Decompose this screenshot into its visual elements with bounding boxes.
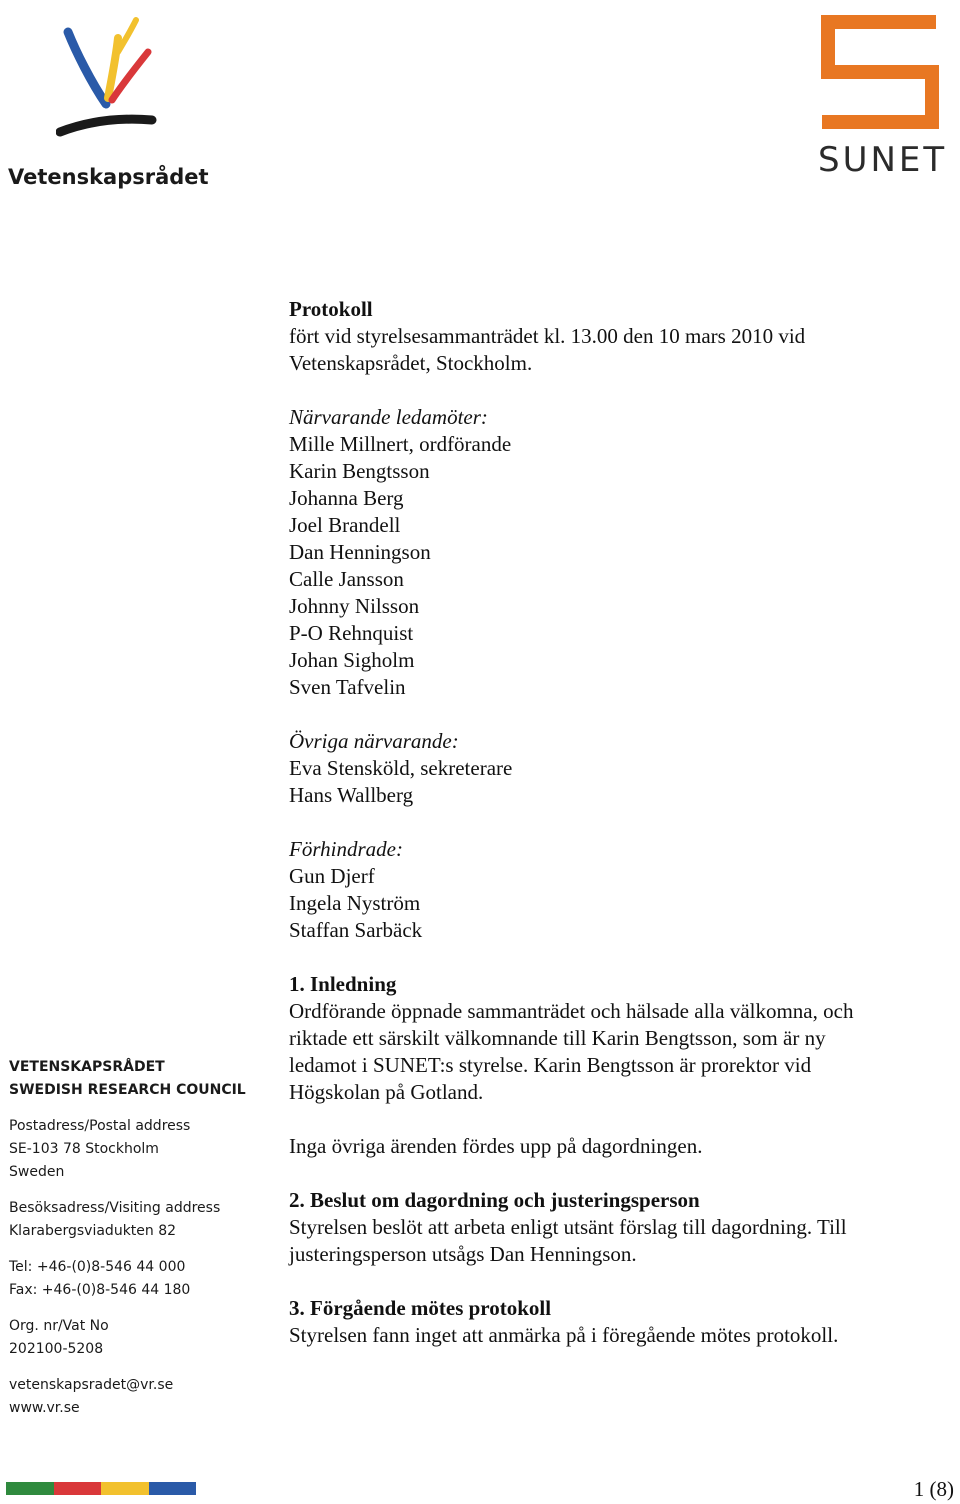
org-name-english: SWEDISH RESEARCH COUNCIL	[9, 1082, 246, 1098]
fax: Fax: +46-(0)8-546 44 180	[9, 1282, 191, 1298]
stripe-segment	[6, 1482, 54, 1495]
paragraph-line: Ordförande öppnade sammanträdet och hälsade alla välkomna, och	[289, 999, 854, 1023]
paragraph-line: Styrelsen beslöt att arbeta enligt utsänt förslag till dagordning. Till	[289, 1215, 847, 1239]
org-nr-label: Org. nr/Vat No	[9, 1318, 109, 1334]
postal-line: SE-103 78 Stockholm	[9, 1141, 159, 1157]
others-present-section	[289, 728, 939, 809]
member-name: Joel Brandell	[289, 513, 401, 537]
member-name: Johanna Berg	[289, 486, 404, 510]
org-name-group	[9, 1056, 246, 1102]
phone-group	[9, 1256, 209, 1302]
protocol-body	[289, 296, 939, 1376]
sunet-s-icon	[816, 14, 946, 132]
sunet-logo	[812, 10, 952, 185]
contact-sidebar	[9, 1056, 246, 1433]
org-nr: 202100-5208	[9, 1341, 104, 1357]
web-link[interactable]: www.vr.se	[9, 1400, 80, 1416]
other-attendee: Eva Stensköld, sekreterare	[289, 756, 513, 780]
vr-logo	[8, 8, 208, 188]
org-name: VETENSKAPSRÅDET	[9, 1059, 165, 1075]
sunet-logo-text: SUNET	[818, 140, 948, 180]
absent-name: Ingela Nyström	[289, 891, 421, 915]
stripe-segment	[149, 1482, 197, 1495]
visit-label: Besöksadress/Visiting address	[9, 1200, 221, 1216]
visiting-address-group	[9, 1197, 221, 1243]
absent-heading: Förhindrade:	[289, 837, 403, 861]
member-name: Dan Henningson	[289, 540, 431, 564]
absent-name: Staffan Sarbäck	[289, 918, 423, 942]
member-name: Johnny Nilsson	[289, 594, 420, 618]
section-heading: 3. Förgående mötes protokoll	[289, 1296, 552, 1320]
paragraph-line: justeringsperson utsågs Dan Henningson.	[289, 1242, 637, 1266]
paragraph-line: Högskolan på Gotland.	[289, 1080, 484, 1104]
protocol-title: Protokoll	[289, 297, 373, 321]
visit-line: Klarabergsviadukten 82	[9, 1223, 177, 1239]
email-link[interactable]: vetenskapsradet@vr.se	[9, 1377, 174, 1393]
paragraph-line: Inga övriga ärenden fördes upp på dagordningen.	[289, 1134, 703, 1158]
paragraph-line: riktade ett särskilt välkomnande till Karin Bengtsson, som är ny	[289, 1026, 826, 1050]
paragraph-line: Styrelsen fann inget att anmärka på i föregående mötes protokoll.	[289, 1323, 839, 1347]
section-inledning	[289, 971, 939, 1106]
web-group	[9, 1374, 209, 1420]
vr-emblem-icon	[56, 12, 166, 147]
others-heading: Övriga närvarande:	[289, 729, 459, 753]
member-name: Mille Millnert, ordförande	[289, 432, 512, 456]
section-heading: 2. Beslut om dagordning och justeringsperson	[289, 1188, 700, 1212]
protocol-header	[289, 296, 939, 377]
absent-name: Gun Djerf	[289, 864, 375, 888]
postal-address-group	[9, 1115, 209, 1184]
member-name: Sven Tafvelin	[289, 675, 406, 699]
section-inledning-extra	[289, 1133, 939, 1160]
member-name: Johan Sigholm	[289, 648, 415, 672]
color-stripe	[6, 1482, 196, 1495]
page-number: 1 (8)	[913, 1477, 954, 1501]
tel: Tel: +46-(0)8-546 44 000	[9, 1259, 186, 1275]
protocol-subtitle-line: Vetenskapsrådet, Stockholm.	[289, 351, 533, 375]
section-foregaende-protokoll	[289, 1295, 939, 1349]
member-name: Karin Bengtsson	[289, 459, 430, 483]
paragraph-line: ledamot i SUNET:s styrelse. Karin Bengtsson är prorektor vid	[289, 1053, 812, 1077]
postal-line: Sweden	[9, 1164, 65, 1180]
stripe-segment	[54, 1482, 102, 1495]
other-attendee: Hans Wallberg	[289, 783, 414, 807]
section-heading: 1. Inledning	[289, 972, 397, 996]
protocol-subtitle-line: fört vid styrelsesammanträdet kl. 13.00 den 10 mars 2010 vid	[289, 324, 806, 348]
stripe-segment	[101, 1482, 149, 1495]
postal-label: Postadress/Postal address	[9, 1118, 191, 1134]
absent-section	[289, 836, 939, 944]
org-number-group	[9, 1315, 209, 1361]
section-dagordning	[289, 1187, 939, 1268]
present-heading: Närvarande ledamöter:	[289, 405, 488, 429]
present-members-section	[289, 404, 939, 701]
vr-logo-text: Vetenskapsrådet	[8, 165, 209, 189]
member-name: Calle Jansson	[289, 567, 404, 591]
member-name: P-O Rehnquist	[289, 621, 414, 645]
